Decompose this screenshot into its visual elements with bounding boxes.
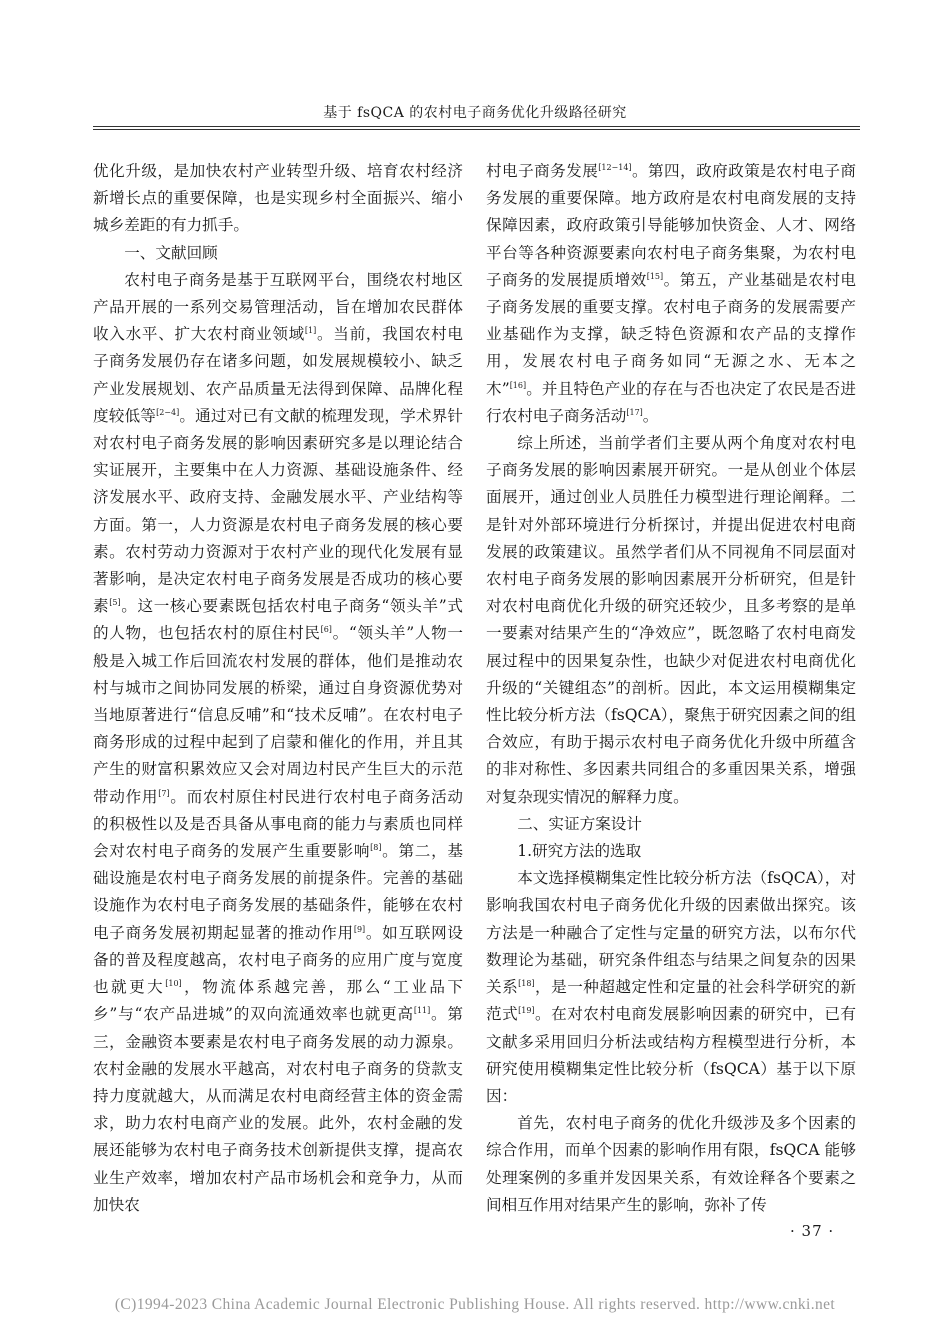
- copyright-notice: (C)1994-2023 China Academic Journal Electronic Publishing House. All rights reserved. http://www.cnki.net: [114, 1296, 836, 1313]
- citation-ref: [17]: [626, 407, 643, 417]
- paragraph-summary: 综上所述，当前学者们主要从两个角度对农村电子商务发展的影响因素展开研究。一是从创业个体层面展开，通过创业人员胜任力模型进行理论阐释。二是针对外部环境进行分析探讨，并提出促进农村电商发展的政策建议。虽然学者们从不同视角不同层面对农村电子商务发展的影响因素展开分析研究，但是针对农村电商优化升级的研究还较少，且多考察的是单一要素对结果产生的“净效应”，既忽略了农村电商发展过程中的因果复杂性，也缺少对促进农村电商优化升级的“关键组态”的剖析。因此，本文运用模糊集定性比较分析方法（fsQCA），聚焦于研究因素之间的组合效应，有助于揭示农村电子商务优化升级中所蕴含的非对称性、多因素共同组合的多重因果关系，增强对复杂现实情况的解释力度。: [486, 434, 856, 806]
- paragraph-intro-continued: 优化升级，是加快农村产业转型升级、培育农村经济新增长点的重要保障，也是实现乡村全面振兴、缩小城乡差距的有力抓手。: [93, 162, 463, 235]
- paragraph-literature-review: 农村电子商务是基于互联网平台，围绕农村地区产品开展的一系列交易管理活动，旨在增加农民群体收入水平、扩大农村商业领域[1]。当前，我国农村电子商务发展仍存在诸多问题，如发展规模较小、缺乏产业发展规划、农产品质量无法得到保障、品牌化程度较低等[2−4]。通过对已有文献的梳理发现，学术界针对农村电子商务发展的影响因素研究多是以理论结合实证展开，主要集中在人力资源、基础设施条件、经济发展水平、政府支持、金融发展水平、产业结构等方面。第一，人力资源是农村电子商务发展的核心要素。农村劳动力资源对于农村产业的现代化发展有显著影响，是决定农村电子商务发展是否成功的核心要素[5]。这一核心要素既包括农村电子商务“领头羊”式的人物，也包括农村的原住村民[6]。“领头羊”人物一般是入城工作后回流农村发展的群体，他们是推动农村与城市之间协同发展的桥梁，通过自身资源优势对当地原著进行“信息反哺”和“技术反哺”。在农村电子商务形成的过程中起到了启蒙和催化的作用，并且其产生的财富积累效应又会对周边村民产生巨大的示范带动作用[7]。而农村原住村民进行农村电子商务活动的积极性以及是否具备从事电商的能力与素质也同样会对农村电子商务的发展产生重要影响[8]。第二，基础设施是农村电子商务发展的前提条件。完善的基础设施作为农村电子商务发展的基础条件，能够在农村电子商务发展初期起显著的推动作用[9]。如互联网设备的普及程度越高，农村电子商务的应用广度与宽度也就更大[10]，物流体系越完善，那么“工业品下乡”与“农产品进城”的双向流通效率也就更高[11]。第三，金融资本要素是农村电子商务发展的动力源泉。农村金融的发展水平越高，对农村电子商务的贷款支持力度就越大，从而满足农村电商经营主体的资金需求，助力农村电商产业的发展。此外，农村金融的发展还能够为农村电子商务技术创新提供支撑，提高农业生产效率，增加农村产品市场机会和竞争力，从而加快农: [93, 270, 463, 1214]
- running-header: 基于 fsQCA 的农村电子商务优化升级路径研究: [323, 105, 627, 121]
- paragraph-reasons: 首先，农村电子商务的优化升级涉及多个因素的综合作用，而单个因素的影响作用有限，fsQCA 能够处理案例的多重并发因果关系，有效诠释各个要素之间相互作用对结果产生的影响，弥补了传: [486, 1114, 856, 1214]
- citation-ref: [9]: [353, 924, 366, 934]
- left-column: [93, 158, 463, 1219]
- citation-ref: [19]: [518, 1006, 535, 1016]
- citation-ref: [18]: [518, 978, 535, 988]
- citation-ref: [7]: [158, 788, 170, 798]
- citation-ref: [6]: [320, 625, 332, 635]
- section-heading-literature-review: 一、文献回顾: [124, 243, 218, 262]
- citation-ref: [12−14]: [598, 162, 632, 172]
- right-column: [486, 158, 856, 1219]
- citation-ref: [5]: [109, 598, 121, 608]
- subsection-heading-method: 1.研究方法的选取: [517, 842, 642, 861]
- header-rule: [93, 126, 860, 127]
- citation-ref: [2−4]: [156, 407, 180, 417]
- page-number: · 37 ·: [790, 1222, 835, 1240]
- citation-ref: [11]: [413, 1006, 431, 1016]
- citation-ref: [15]: [646, 271, 664, 281]
- citation-ref: [10]: [165, 978, 182, 988]
- citation-ref: [8]: [370, 842, 382, 852]
- citation-ref: [16]: [509, 380, 527, 390]
- citation-ref: [1]: [304, 326, 317, 336]
- paragraph-method: 本文选择模糊集定性比较分析方法（fsQCA），对影响我国农村电子商务优化升级的因素做出探究。该方法是一种融合了定性与定量的研究方法，以布尔代数理论为基础，研究条件组态与结果之间复杂的因果关系[18]，是一种超越定性和定量的社会科学研究的新范式[19]。在对农村电商发展影响因素的研究中，已有文献多采用回归分析法或结构方程模型进行分析，本研究使用模糊集定性比较分析（fsQCA）基于以下原因：: [486, 869, 856, 1105]
- paragraph-literature-review-continued: 村电子商务发展[12−14]。第四，政府政策是农村电子商务发展的重要保障。地方政府是农村电商发展的支持保障因素，政府政策引导能够加快资金、人才、网络平台等各种资源要素向农村电子商务集聚，为农村电子商务的发展提质增效[15]。第五，产业基础是农村电子商务发展的重要支撑。农村电子商务的发展需要产业基础作为支撑，缺乏特色资源和农产品的支撑作用，发展农村电子商务如同“无源之水、无本之木”[16]。并且特色产业的存在与否也决定了农民是否进行农村电子商务活动[17]。: [486, 162, 856, 425]
- header-rule-thin: [93, 129, 860, 130]
- section-heading-empirical-design: 二、实证方案设计: [517, 814, 642, 833]
